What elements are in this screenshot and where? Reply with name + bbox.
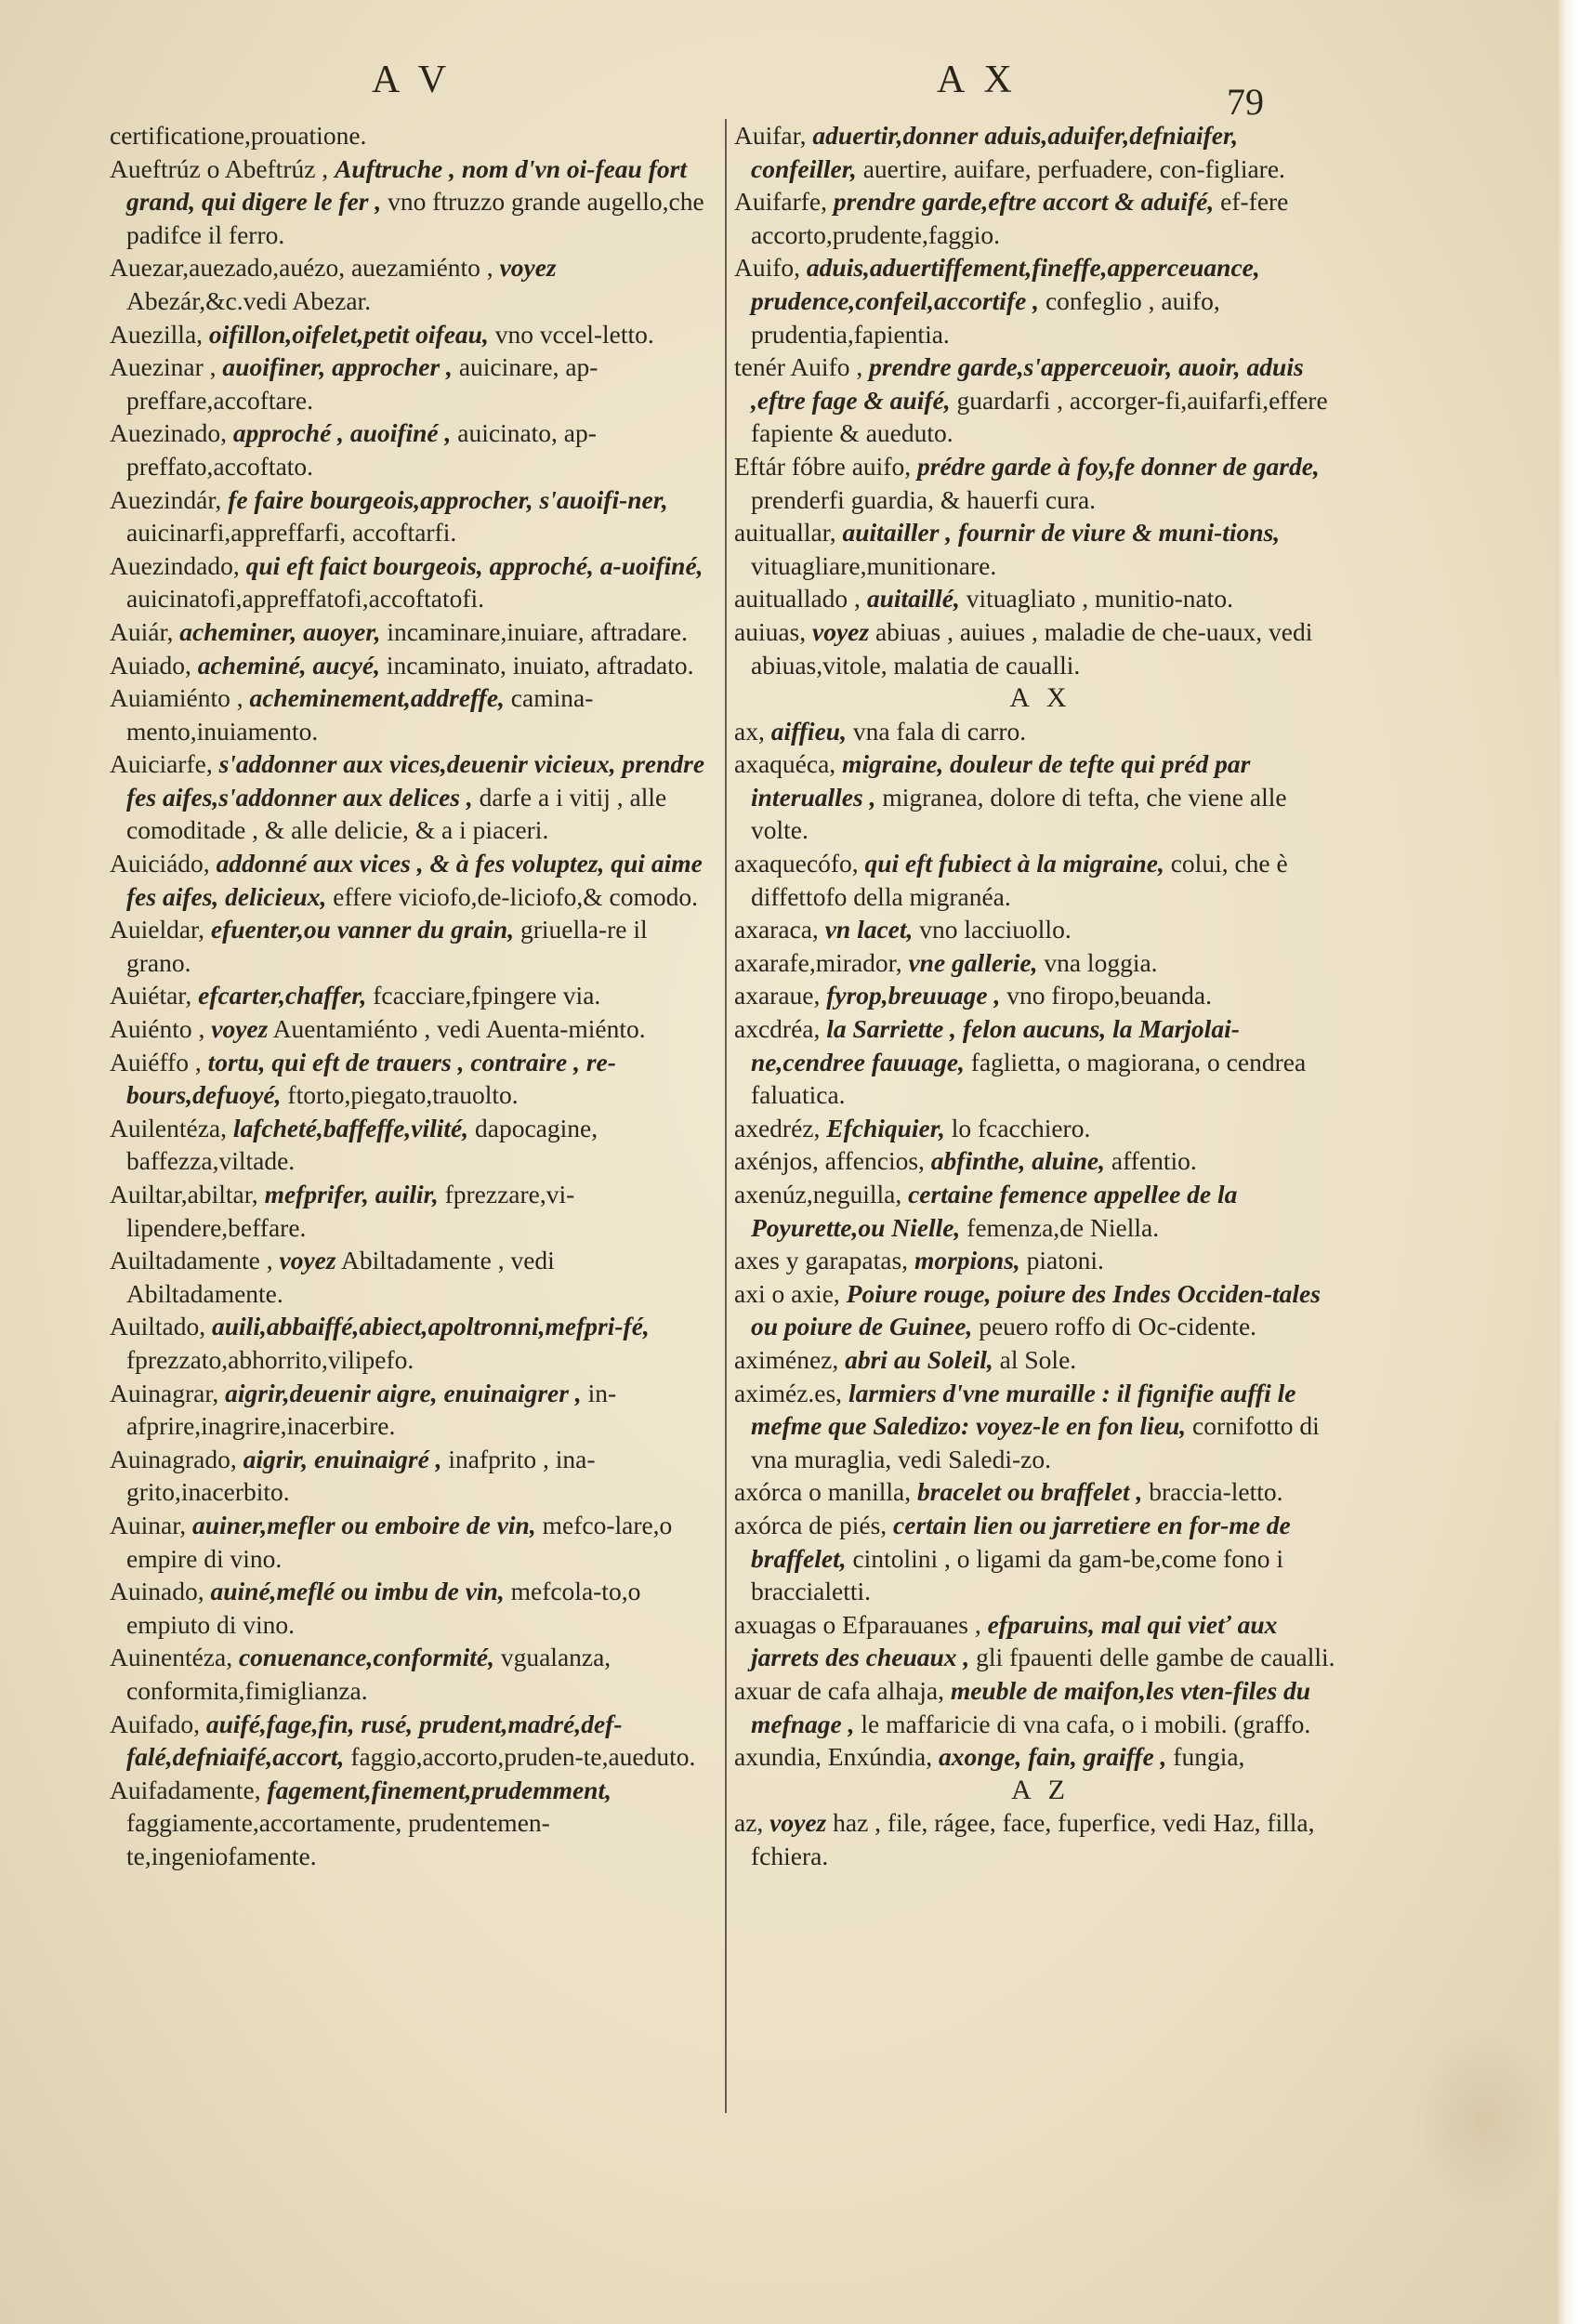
- entry-headword: axi o axie,: [734, 1278, 840, 1308]
- entry-italian-gloss: vna loggia.: [1044, 947, 1158, 977]
- entry-french-gloss: morpions,: [914, 1246, 1020, 1275]
- entry-italian-gloss: effere viciofo,de-liciofo,& comodo.: [333, 881, 698, 911]
- dictionary-entry: [110, 416, 712, 482]
- entry-italian-gloss: vituagliato , munitio-nato.: [966, 584, 1233, 614]
- entry-italian-gloss: ef-fere accorto,prudente,faggio.: [751, 187, 1289, 249]
- entry-italian-gloss: fprezzare,vi-lipendere,beffare.: [126, 1180, 575, 1242]
- entry-italian-gloss: vituagliare,munitionare.: [751, 550, 997, 580]
- entry-french-gloss: aiffieu,: [770, 716, 847, 746]
- entry-french-gloss: la Sarriette , felon aucuns, la Marjolai-ne,cendree fauuage,: [751, 1014, 1240, 1076]
- entry-headword: axaquecófo,: [734, 849, 859, 878]
- entry-italian-gloss: griuella-re il grano.: [126, 915, 648, 977]
- right-column: [734, 119, 1348, 1872]
- entry-headword: axórca o manilla,: [734, 1477, 912, 1507]
- entry-italian-gloss: colui, che è diffettofo della migranéa.: [751, 849, 1288, 911]
- dictionary-entry: [734, 1277, 1348, 1343]
- entry-french-gloss: prendre garde,s'apperceuoir, auoir, aduis ,eftre fage & auifé,: [751, 352, 1304, 415]
- entry-french-gloss: approché , auoifiné ,: [232, 418, 452, 448]
- section-heading: [734, 681, 1348, 715]
- dictionary-entry: [110, 615, 712, 649]
- entry-headword: auituallado ,: [734, 584, 861, 614]
- dictionary-entry: [734, 1112, 1348, 1145]
- dictionary-entry: [110, 1575, 712, 1641]
- dictionary-entry: [110, 483, 712, 549]
- entry-italian-gloss: auicinare, ap-preffare,accoftare.: [126, 352, 598, 415]
- dictionary-entry: [734, 1343, 1348, 1377]
- dictionary-entry: [110, 681, 712, 747]
- section-heading-text: A X: [1009, 682, 1072, 714]
- dictionary-entry: [110, 913, 712, 979]
- dictionary-entry: [734, 1674, 1348, 1740]
- entry-headword: Auinado,: [110, 1577, 204, 1606]
- entry-italian-gloss: guardarfi , accorger-fi,auifarfi,effere fapiente & aueduto.: [751, 385, 1328, 448]
- entry-headword: axundia, Enxúndia,: [734, 1742, 933, 1772]
- entry-headword: Auinagrado,: [110, 1444, 237, 1473]
- entry-italian-gloss: fungia,: [1173, 1742, 1245, 1772]
- dictionary-entry: [734, 1178, 1348, 1244]
- entry-french-gloss: abfinthe, aluine,: [930, 1146, 1105, 1176]
- entry-italian-gloss: faglietta, o magiorana, o cendrea faluatica.: [751, 1047, 1307, 1110]
- left-column: [110, 119, 712, 1872]
- entry-french-gloss: acheminement,addreffe,: [249, 683, 505, 713]
- entry-italian-gloss: vno ftruzzo grande augello,che padifce il ferro.: [126, 187, 704, 249]
- dictionary-entry: [110, 1641, 712, 1707]
- dictionary-entry: [110, 119, 712, 152]
- entry-french-gloss: certain lien ou jarretiere en for-me de braffelet,: [751, 1510, 1291, 1573]
- entry-italian-gloss: vgualanza, conformita,fimiglianza.: [126, 1643, 611, 1705]
- dictionary-entry: [110, 1112, 712, 1178]
- dictionary-entry: [734, 715, 1348, 748]
- entry-headword: Auiciádo,: [110, 849, 210, 878]
- entry-italian-gloss: braccia-letto.: [1149, 1477, 1283, 1507]
- entry-french-gloss: fagement,finement,prudemment,: [267, 1775, 611, 1804]
- entry-french-gloss: voyez: [812, 616, 870, 646]
- entry-headword: axuar de cafa alhaja,: [734, 1675, 944, 1705]
- entry-french-gloss: tortu, qui eft de trauers , contraire , re-bours,defuoyé,: [126, 1047, 616, 1110]
- entry-french-gloss: efuenter,ou vanner du grain,: [210, 915, 515, 944]
- entry-headword: az,: [734, 1808, 764, 1838]
- entry-french-gloss: fe faire bourgeois,approcher, s'auoifi-ner,: [228, 484, 668, 514]
- entry-headword: Auiltado,: [110, 1312, 206, 1341]
- entry-french-gloss: qui eft faict bourgeois, approché, a-uoifiné,: [245, 550, 704, 580]
- entry-french-gloss: oifillon,oifelet,petit oifeau,: [208, 319, 489, 349]
- dictionary-entry: [110, 1708, 712, 1774]
- entry-french-gloss: vne gallerie,: [908, 947, 1038, 977]
- entry-french-gloss: aigrir,deuenir aigre, enuinaigrer ,: [225, 1378, 582, 1407]
- entry-french-gloss: voyez: [279, 1246, 336, 1275]
- dictionary-entry: [734, 350, 1348, 450]
- dictionary-entry: [734, 946, 1348, 980]
- entry-headword: Auinentéza,: [110, 1643, 233, 1672]
- entry-italian-gloss: fprezzato,abhorrito,vilipefo.: [126, 1344, 414, 1374]
- entry-italian-gloss: Abezár,&c.vedi Abezar.: [126, 285, 372, 315]
- dictionary-entry: [734, 1740, 1348, 1774]
- entry-headword: aximénez,: [734, 1344, 839, 1374]
- entry-italian-gloss: auicinatofi,appreffatofi,accoftatofi.: [126, 584, 485, 614]
- entry-headword: Auifadamente,: [110, 1775, 261, 1804]
- entry-italian-gloss: peuero roffo di Oc-cidente.: [979, 1312, 1257, 1341]
- entry-french-gloss: auiné,meflé ou imbu de vin,: [210, 1577, 505, 1606]
- entry-headword: Auifar,: [734, 121, 807, 150]
- entry-italian-gloss: auertire, auifare, perfuadere, con-figliare.: [862, 153, 1285, 183]
- dictionary-entry: [734, 1377, 1348, 1476]
- dictionary-entry: [734, 913, 1348, 946]
- dictionary-entry: [110, 1046, 712, 1112]
- entry-headword: axuagas o Efparauanes ,: [734, 1609, 981, 1639]
- entry-french-gloss: acheminé, aucyé,: [197, 650, 380, 680]
- entry-french-gloss: conuenance,conformité,: [238, 1643, 494, 1672]
- entry-headword: ax,: [734, 716, 765, 746]
- dictionary-entry: [110, 1012, 712, 1046]
- dictionary-entry: [110, 1443, 712, 1509]
- entry-french-gloss: auifé,fage,fin, rusé, prudent,madré,def-falé,defniaifé,accort,: [126, 1709, 623, 1772]
- dictionary-entry: [734, 1144, 1348, 1178]
- entry-french-gloss: mefprifer, auilir,: [264, 1180, 439, 1208]
- entry-french-gloss: certaine femence appellee de la Poyurette,ou Nielle,: [751, 1180, 1238, 1242]
- entry-french-gloss: lafcheté,baffeffe,vilité,: [232, 1113, 469, 1142]
- entry-french-gloss: auiner,mefler ou emboire de vin,: [192, 1510, 536, 1539]
- dictionary-entry: [734, 1475, 1348, 1509]
- dictionary-entry: [734, 516, 1348, 582]
- paper-stain: [1413, 2027, 1552, 2212]
- entry-french-gloss: auili,abbaiffé,abiect,apoltronni,mefpri-fé,: [212, 1312, 650, 1341]
- entry-headword: Auiltadamente ,: [110, 1246, 273, 1275]
- entry-headword: auituallar,: [734, 518, 836, 548]
- dictionary-entry: [110, 549, 712, 615]
- entry-headword: Auieldar,: [110, 915, 204, 944]
- entry-french-gloss: aduis,aduertiffement,fineffe,apperceuance, prudence,confeil,accortife ,: [751, 253, 1260, 315]
- entry-french-gloss: abri au Soleil,: [845, 1344, 993, 1374]
- dictionary-entry: [734, 582, 1348, 615]
- entry-italian-gloss: auicinarfi,appreffarfi, accoftarfi.: [126, 518, 457, 548]
- entry-french-gloss: Efchiquier,: [826, 1113, 945, 1142]
- entry-italian-gloss: faggiamente,accortamente, prudentemen-te,ingeniofamente.: [126, 1808, 550, 1870]
- entry-french-gloss: bracelet ou braffelet ,: [917, 1477, 1143, 1507]
- entry-french-gloss: aduertir,donner aduis,aduifer,defniaifer, confeiller,: [751, 121, 1239, 183]
- dictionary-entry: [110, 1377, 712, 1443]
- entry-italian-gloss: confeglio , auifo, prudentia,fapientia.: [751, 285, 1220, 349]
- entry-headword: auiuas,: [734, 616, 807, 646]
- entry-headword: axaraue,: [734, 981, 821, 1010]
- entry-french-gloss: Poiure rouge, poiure des Indes Occiden-tales ou poiure de Guinee,: [751, 1278, 1321, 1341]
- dictionary-entry: [110, 1178, 712, 1244]
- dictionary-entry: [734, 251, 1348, 350]
- entry-italian-gloss: cintolini , o ligami da gam-be,come fono i braccialetti.: [751, 1543, 1284, 1606]
- entry-italian-gloss: fcacciare,fpingere via.: [373, 981, 601, 1010]
- entry-headword: Auilentéza,: [110, 1113, 227, 1142]
- page-edge: [1558, 0, 1578, 2324]
- entry-headword: Eftár fóbre auifo,: [734, 451, 912, 481]
- section-heading-text: A Z: [1011, 1774, 1071, 1805]
- entry-french-gloss: vn lacet,: [824, 915, 914, 944]
- entry-french-gloss: fyrop,breuuage ,: [826, 981, 1001, 1010]
- dictionary-entry: [110, 1774, 712, 1873]
- entry-headword: Auiciarfe,: [110, 749, 213, 779]
- dictionary-entry: [734, 1244, 1348, 1277]
- dictionary-entry: [110, 979, 712, 1012]
- entry-headword: Auezar,auezado,auézo, auezamiénto ,: [110, 253, 493, 283]
- dictionary-entry: [734, 1509, 1348, 1608]
- entry-french-gloss: voyez: [769, 1808, 827, 1838]
- entry-french-gloss: larmiers d'vne muraille : il fignifie auffi le mefme que Saledizo: voyez-le en fon lieu,: [751, 1378, 1296, 1441]
- dictionary-entry: [110, 318, 712, 351]
- entry-french-gloss: Auftruche , nom d'vn oi-feau fort grand, qui digere le fer ,: [126, 153, 687, 217]
- entry-headword: Auezindado,: [110, 550, 240, 580]
- entry-headword: Auiltar,abiltar,: [110, 1180, 258, 1208]
- entry-french-gloss: acheminer, auoyer,: [179, 616, 381, 646]
- entry-french-gloss: prédre garde à foy,fe donner de garde,: [917, 451, 1320, 481]
- entry-french-gloss: qui eft fubiect à la migraine,: [864, 849, 1164, 878]
- entry-italian-gloss: prenderfi guardia, & hauerfi cura.: [751, 484, 1097, 514]
- dictionary-entry: [734, 185, 1348, 251]
- entry-headword: tenér Auifo ,: [734, 352, 863, 382]
- entry-headword: axaquéca,: [734, 749, 836, 779]
- entry-headword: Auifado,: [110, 1709, 200, 1738]
- entry-italian-gloss: dapocagine, baffezza,viltade.: [126, 1113, 598, 1176]
- entry-italian-gloss: affentio.: [1111, 1146, 1197, 1176]
- dictionary-entry: [110, 152, 712, 252]
- entry-headword: Auinagrar,: [110, 1378, 219, 1407]
- dictionary-entry: [110, 1244, 712, 1310]
- entry-headword: axarafe,mirador,: [734, 947, 902, 977]
- dictionary-entry: [734, 450, 1348, 516]
- dictionary-entry: [734, 1012, 1348, 1112]
- entry-italian-gloss: vno lacciuollo.: [919, 915, 1072, 944]
- entry-italian-gloss: Auentamiénto , vedi Auenta-miénto.: [272, 1014, 646, 1044]
- entry-italian-gloss: incaminato, inuiato, aftradato.: [386, 650, 694, 680]
- entry-headword: axórca de piés,: [734, 1510, 888, 1539]
- entry-french-gloss: voyez: [211, 1014, 269, 1044]
- entry-headword: Auifo,: [734, 253, 801, 283]
- entry-headword: axcdréa,: [734, 1014, 821, 1044]
- entry-headword: axedréz,: [734, 1113, 821, 1142]
- entry-italian-gloss: al Sole.: [999, 1344, 1077, 1374]
- entry-french-gloss: prendre garde,eftre accort & aduifé,: [833, 187, 1215, 217]
- entry-italian-gloss: vno vccel-letto.: [494, 319, 654, 349]
- dictionary-entry: [110, 350, 712, 416]
- entry-italian-gloss: Abiltadamente , vedi Abiltadamente.: [126, 1246, 555, 1308]
- entry-headword: Auiénto ,: [110, 1014, 205, 1044]
- entry-french-gloss: auitaillé,: [866, 584, 960, 614]
- entry-headword: Auezinar ,: [110, 352, 217, 382]
- entry-italian-gloss: femenza,de Niella.: [967, 1212, 1160, 1242]
- page-number: 79: [1227, 81, 1264, 123]
- dictionary-entry: [734, 1806, 1348, 1872]
- entry-headword: axenúz,neguilla,: [734, 1180, 902, 1208]
- dictionary-entry: [734, 979, 1348, 1012]
- entry-italian-gloss: mefcola-to,o empiuto di vino.: [126, 1577, 641, 1639]
- entry-headword: Auifarfe,: [734, 187, 828, 217]
- dictionary-entry: [734, 847, 1348, 913]
- entry-headword: certificatione,prouatione.: [110, 121, 367, 150]
- entry-italian-gloss: camina-mento,inuiamento.: [126, 683, 594, 746]
- entry-headword: axénjos, affencios,: [734, 1146, 925, 1176]
- entry-headword: Auinar,: [110, 1510, 187, 1539]
- entry-headword: Auiár,: [110, 616, 174, 646]
- entry-italian-gloss: haz , file, rágee, face, fuperfice, vedi Haz, filla, fchiera.: [751, 1808, 1315, 1870]
- entry-headword: Auezinado,: [110, 418, 227, 448]
- entry-italian-gloss: darfe a i vitij , alle comoditade , & alle delicie, & a i piaceri.: [126, 782, 667, 845]
- dictionary-entry: [110, 251, 712, 317]
- entry-headword: axaraca,: [734, 915, 819, 944]
- entry-italian-gloss: cornifotto di vna muraglia, vedi Saledi-zo.: [751, 1411, 1320, 1473]
- entry-italian-gloss: vno firopo,beuanda.: [1006, 981, 1212, 1010]
- entry-french-gloss: efparuins, mal qui vieť aux jarrets des cheuaux ,: [751, 1609, 1278, 1672]
- entry-italian-gloss: abiuas , auiues , maladie de che-uaux, vedi abiuas,vitole, malatia de caualli.: [751, 616, 1313, 680]
- entry-italian-gloss: mefco-lare,o empire di vino.: [126, 1510, 673, 1573]
- entry-french-gloss: auitailler , fournir de viure & muni-tions,: [842, 518, 1281, 548]
- entry-french-gloss: s'addonner aux vices,deuenir vicieux, prendre fes aifes,s'addonner aux delices ,: [126, 749, 705, 812]
- right-running-head: A X: [937, 59, 1018, 101]
- dictionary-entry: [110, 649, 712, 682]
- entry-headword: aximéz.es,: [734, 1378, 843, 1407]
- entry-headword: Auezindár,: [110, 484, 222, 514]
- dictionary-entry: [110, 847, 712, 913]
- entry-headword: Auiéffo ,: [110, 1047, 202, 1076]
- entry-french-gloss: voyez: [499, 253, 557, 283]
- entry-headword: Auezilla,: [110, 319, 204, 349]
- entry-italian-gloss: gli fpauenti delle gambe de caualli.: [976, 1643, 1335, 1672]
- dictionary-entry: [734, 1608, 1348, 1674]
- entry-french-gloss: auoifiner, approcher ,: [222, 352, 453, 382]
- entry-french-gloss: addonné aux vices , & à fes voluptez, qui aime fes aifes, delicieux,: [126, 849, 703, 911]
- dictionary-entry: [110, 1310, 712, 1376]
- entry-headword: Auiétar,: [110, 981, 192, 1010]
- entry-italian-gloss: incaminare,inuiare, aftradare.: [387, 616, 689, 646]
- entry-italian-gloss: ftorto,piegato,trauolto.: [287, 1080, 519, 1110]
- entry-italian-gloss: piatoni.: [1026, 1246, 1104, 1275]
- entry-headword: Aueftrúz o Abeftrúz ,: [110, 153, 329, 183]
- entry-headword: Auiado,: [110, 650, 191, 680]
- entry-headword: Auiamiénto ,: [110, 683, 243, 713]
- dictionary-entry: [734, 119, 1348, 185]
- dictionary-entry: [734, 615, 1348, 681]
- entry-italian-gloss: lo fcacchiero.: [951, 1113, 1091, 1142]
- column-rule: [725, 119, 727, 2113]
- left-running-head: A V: [372, 59, 453, 101]
- entry-headword: axes y garapatas,: [734, 1246, 909, 1275]
- entry-italian-gloss: in-afprire,inagrire,inacerbire.: [126, 1378, 617, 1441]
- entry-italian-gloss: le maffaricie di vna cafa, o i mobili. (graffo.: [861, 1709, 1311, 1738]
- dictionary-entry: [110, 747, 712, 847]
- entry-french-gloss: aigrir, enuinaigré ,: [243, 1444, 442, 1473]
- entry-italian-gloss: inafprito , ina-grito,inacerbito.: [126, 1444, 596, 1507]
- dictionary-entry: [110, 1509, 712, 1575]
- section-heading: [734, 1774, 1348, 1807]
- entry-french-gloss: axonge, fain, graiffe ,: [938, 1742, 1167, 1772]
- entry-italian-gloss: vna fala di carro.: [852, 716, 1027, 746]
- entry-french-gloss: meuble de maifon,les vten-files du mefnage ,: [751, 1675, 1311, 1738]
- entry-italian-gloss: migranea, dolore di tefta, che viene alle volte.: [751, 782, 1287, 845]
- entry-french-gloss: efcarter,chaffer,: [198, 981, 367, 1010]
- dictionary-entry: [734, 747, 1348, 847]
- entry-italian-gloss: auicinato, ap-preffato,accoftato.: [126, 418, 597, 481]
- entry-italian-gloss: faggio,accorto,pruden-te,aueduto.: [350, 1742, 696, 1772]
- entry-french-gloss: migraine, douleur de tefte qui préd par interualles ,: [751, 749, 1251, 812]
